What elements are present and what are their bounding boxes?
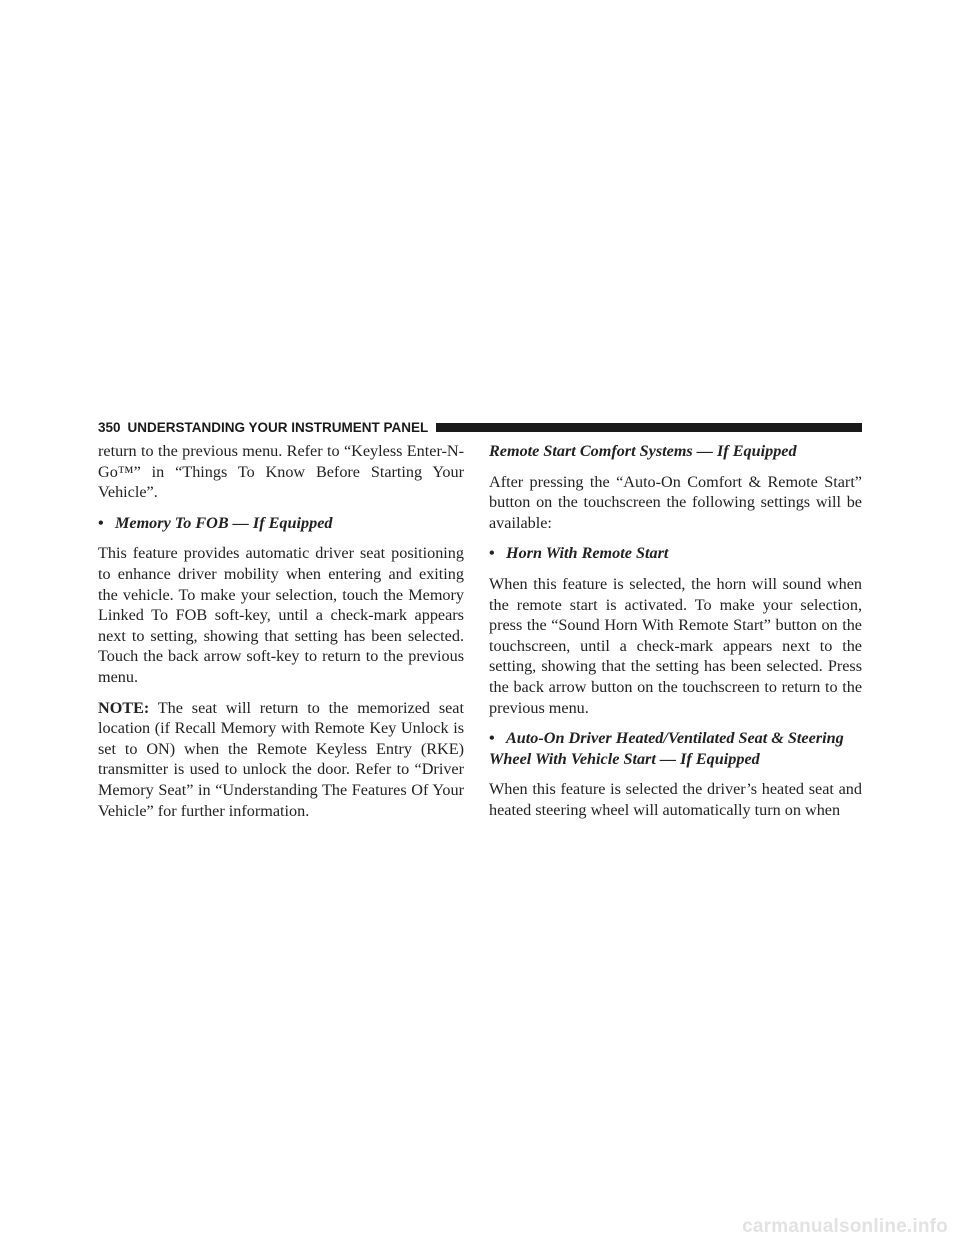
note-paragraph <box>98 698 464 822</box>
paragraph: After pressing the “Auto-On Comfort & Remote Start” button on the touchscreen the following settings will be available: <box>489 472 862 532</box>
page-header <box>98 418 862 436</box>
bullet-heading-memory-to-fob <box>98 513 464 534</box>
paragraph: This feature provides automatic driver seat positioning to enhance driver mobility when entering and exiting the vehicle. To make your selection, touch the Memory Linked To FOB soft-key, until a check-mark appears next to setting, showing that setting has been selected. Touch the back arrow soft-key to return to the previous menu. <box>98 544 464 686</box>
bullet-heading-horn-with-remote-start <box>489 543 862 564</box>
subheading-remote-start-comfort: Remote Start Comfort Systems — If Equipped <box>489 442 797 460</box>
bullet-icon: • <box>98 513 104 532</box>
left-column <box>98 441 464 831</box>
paragraph: return to the previous menu. Refer to “Keyless Enter-N-Go™” in “Things To Know Before Starting Your Vehicle”. <box>98 442 464 502</box>
section-title: UNDERSTANDING YOUR INSTRUMENT PANEL <box>127 419 429 435</box>
paragraph: When this feature is selected the driver’s heated seat and heated steering wheel will automatically turn on when <box>489 780 862 819</box>
bullet-heading-text: Horn With Remote Start <box>506 544 669 563</box>
bullet-heading-text: Memory To FOB — If Equipped <box>115 513 333 532</box>
paragraph: When this feature is selected, the horn will sound when the remote start is activated. To make your selection, press the “Sound Horn With Remote Start” button on the touchscreen, until a check-mark appears next to the setting, showing that the setting has been selected. Press the back arrow button on the touchscreen to return to the previous menu. <box>489 574 862 717</box>
bullet-heading-text: Auto-On Driver Heated/Ventilated Seat & Steering Wheel With Vehicle Start — If Equipped <box>489 729 844 768</box>
header-rule <box>436 423 862 432</box>
page-number: 350 <box>98 419 121 435</box>
right-column <box>489 441 862 831</box>
bullet-icon: • <box>489 544 495 563</box>
bullet-heading-auto-on-driver-heated-seat <box>489 728 862 769</box>
watermark-text: carmanualsonline.info <box>742 1216 948 1237</box>
note-text: The seat will return to the memorized seat location (if Recall Memory with Remote Key Unlock is set to ON) when the Remote Keyless Entry (RKE) transmitter is used to unlock the door. Refer to “Driver Memory Seat” in “Understanding The Features Of Your Vehicle” for further information. <box>98 698 464 820</box>
bullet-icon: • <box>489 729 495 748</box>
note-label: NOTE: <box>98 698 150 717</box>
